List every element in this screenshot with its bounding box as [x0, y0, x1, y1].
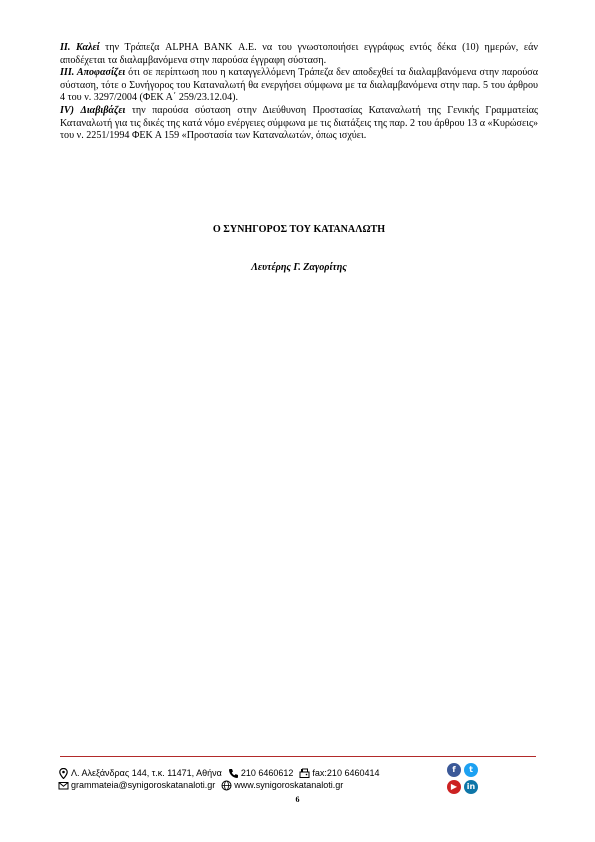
- paragraph-lead: ΙΙΙ. Αποφασίζει: [60, 67, 126, 79]
- footer-website[interactable]: www.synigoroskatanaloti.gr: [234, 780, 344, 790]
- paragraph-text: ότι σε περίπτωση που η καταγγελλόμενη Τράπεζα δεν αποδεχθεί τα διαλαμβανόμενα στην παρούσα σύσταση, τότε ο Συνήγορος του Καταναλωτή θα ενεργήσει σύμφωνα με τα διαλαμβανόμενα στην παρ. 5 του άρθρου 4 του ν. 3297/2004 (ΦΕΚ Α΄ 259/23.12.04).: [60, 67, 539, 104]
- footer-phone: 210 6460612: [240, 768, 294, 778]
- paragraph-text: την Τράπεζα ALPHA BANK Α.Ε. να του γνωστοποιήσει εγγράφως εντός δέκα (10) ημερών, εάν αποδέχεται τα διαλαμβανόμενα στην παρούσα έγγραφη σύσταση.: [60, 42, 538, 66]
- social-links: [447, 763, 481, 797]
- paragraph-decides: [60, 67, 538, 105]
- youtube-icon[interactable]: ▶: [447, 780, 461, 794]
- fax-icon: [299, 768, 310, 779]
- paragraph-lead: ΙΙ. Καλεί: [60, 42, 100, 53]
- twitter-icon[interactable]: t: [464, 763, 478, 777]
- footer-divider: [60, 756, 536, 757]
- location-pin-icon: [58, 768, 69, 779]
- paragraph-forwards: [60, 105, 538, 143]
- linkedin-icon[interactable]: in: [464, 780, 478, 794]
- paragraph-lead: IV) Διαβιβάζει: [60, 104, 126, 116]
- globe-icon: [221, 780, 232, 791]
- page-number: 6: [295, 795, 300, 804]
- signature-title: Ο ΣΥΝΗΓΟΡΟΣ ΤΟΥ ΚΑΤΑΝΑΛΩΤΗ: [212, 224, 386, 235]
- phone-icon: [228, 768, 239, 779]
- footer-email[interactable]: grammateia@synigoroskatanaloti.gr: [71, 780, 216, 790]
- envelope-icon: [58, 780, 69, 791]
- document-body: [60, 42, 538, 143]
- signature-name: Λευτέρης Γ. Ζαγορίτης: [251, 262, 347, 273]
- footer-fax: fax:210 6460414: [312, 768, 380, 778]
- footer-address: Λ. Αλεξάνδρας 144, τ.κ. 11471, Αθήνα: [71, 768, 222, 778]
- facebook-icon[interactable]: f: [447, 763, 461, 777]
- paragraph-calls: [60, 42, 538, 67]
- paragraph-text: την παρούσα σύσταση στην Διεύθυνση Προστασίας Καταναλωτή της Γενικής Γραμματείας Καταναλωτή για τις δικές της κατά νόμο ενέργειες σύμφωνα με τις διατάξεις της παρ. 2 του άρθρου 13 α «Κυρώσεις» του ν. 2251/1994 ΦΕΚ Α 159 «Προστασία των Καταναλωτών, όπως ισχύει.: [60, 104, 538, 142]
